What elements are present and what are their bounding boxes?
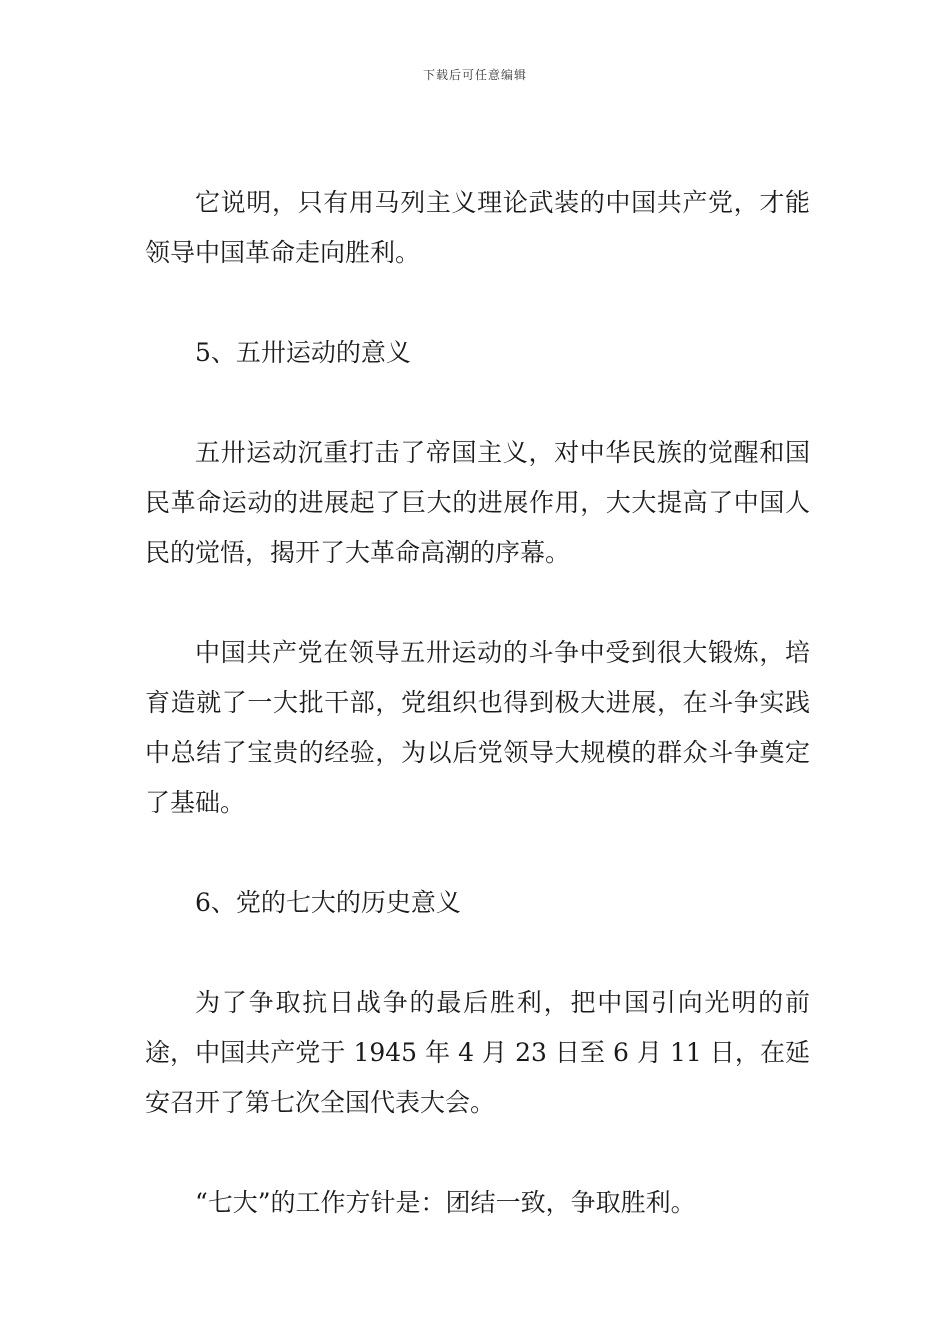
section-heading-5: 5、五卅运动的意义 — [195, 338, 411, 367]
document-body — [145, 178, 810, 1278]
paragraph-5: “七大”的工作方针是：团结一致，争取胜利。 — [195, 1188, 696, 1217]
paragraph-2: 五卅运动沉重打击了帝国主义，对中华民族的觉醒和国民革命运动的进展起了巨大的进展作用，大大提高了中国人民的觉悟，揭开了大革命高潮的序幕。 — [145, 438, 810, 567]
paragraph-1: 它说明，只有用马列主义理论武装的中国共产党，才能领导中国革命走向胜利。 — [145, 188, 810, 267]
section-heading-6: 6、党的七大的历史意义 — [195, 888, 461, 917]
paragraph-4: 为了争取抗日战争的最后胜利，把中国引向光明的前途，中国共产党于 1945 年 4 月 23 日至 6 月 11 日，在延安召开了第七次全国代表大会。 — [145, 988, 810, 1117]
paragraph-3: 中国共产党在领导五卅运动的斗争中受到很大锻炼，培育造就了一大批干部，党组织也得到极大进展，在斗争实践中总结了宝贵的经验，为以后党领导大规模的群众斗争奠定了基础。 — [145, 638, 810, 817]
page-header: 下载后可任意编辑 — [422, 68, 527, 82]
